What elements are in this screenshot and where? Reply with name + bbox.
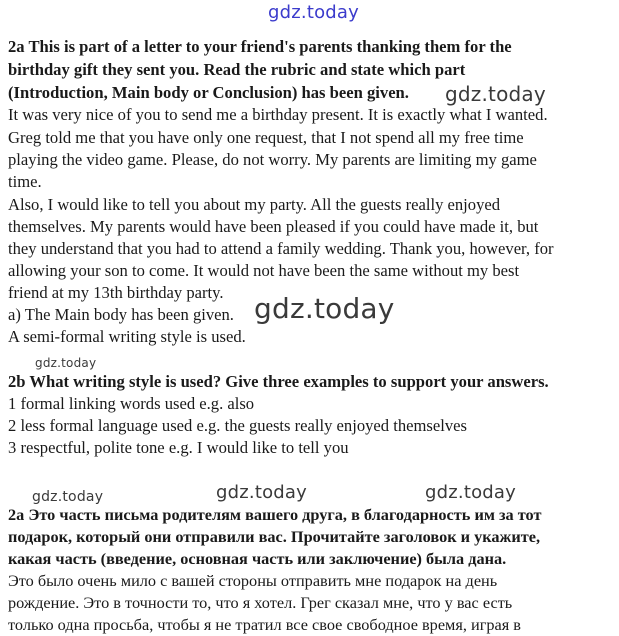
watermark: gdz.today [268,2,360,23]
answer-line: A semi-formal writing style is used. [8,327,246,346]
heading-line: Это часть письма родителям вашего друга, в благодарность им за тот [24,505,542,524]
watermark: gdz.today [445,82,546,106]
answer-line: 1 formal linking words used e.g. also [8,394,255,413]
answer-line: 3 respectful, polite tone e.g. I would like to tell you [8,438,349,457]
watermark: gdz.today [425,482,517,503]
watermark: gdz.today [32,489,104,505]
letter-line: time. [8,172,42,191]
heading-line: birthday gift they sent you. Read the rubric and state which part [8,60,466,79]
text-line: рождение. Это в точности то, что я хотел. Грег сказал мне, что у вас есть [8,593,513,612]
watermark: gdz.today [254,292,395,325]
task-2b-heading [8,371,549,393]
letter-line: playing the video game. Please, do not worry. My parents are limiting my game [8,150,537,169]
heading-line: подарок, который они отправили вас. Прочитайте заголовок и укажите, [8,527,541,546]
task-2a-heading [8,36,512,58]
heading-line: What writing style is used? Give three examples to support your answers. [25,372,549,391]
task-number: 2a [8,37,25,56]
heading-line: какая часть (введение, основная часть или заключение) была дана. [8,549,507,568]
task-2a-ru-heading [8,504,541,526]
text-line: Это было очень мило с вашей стороны отправить мне подарок на день [8,571,498,590]
letter-line: allowing your son to come. It would not have been the same without my best [8,261,520,280]
letter-line: they understand that you had to attend a family wedding. Thank you, however, for [8,239,554,258]
answer-line: 2 less formal language used e.g. the guests really enjoyed themselves [8,416,467,435]
letter-line: friend at my 13th birthday party. [8,283,224,302]
watermark: gdz.today [216,482,308,503]
task-number: 2a [8,505,25,524]
heading-line: This is part of a letter to your friend's parents thanking them for the [24,37,512,56]
answer-line: a) The Main body has been given. [8,305,234,324]
watermark: gdz.today [35,356,97,370]
task-number: 2b [8,372,26,391]
letter-line: themselves. My parents would have been pleased if you could have made it, but [8,217,539,236]
heading-line: (Introduction, Main body or Conclusion) has been given. [8,83,409,102]
letter-line: It was very nice of you to send me a birthday present. It is exactly what I wanted. [8,105,548,124]
letter-line: Greg told me that you have only one request, that I not spend all my free time [8,128,524,147]
text-line: только одна просьба, чтобы я не тратил все свое свободное время, играя в [8,615,521,634]
letter-line: Also, I would like to tell you about my party. All the guests really enjoyed [8,195,501,214]
